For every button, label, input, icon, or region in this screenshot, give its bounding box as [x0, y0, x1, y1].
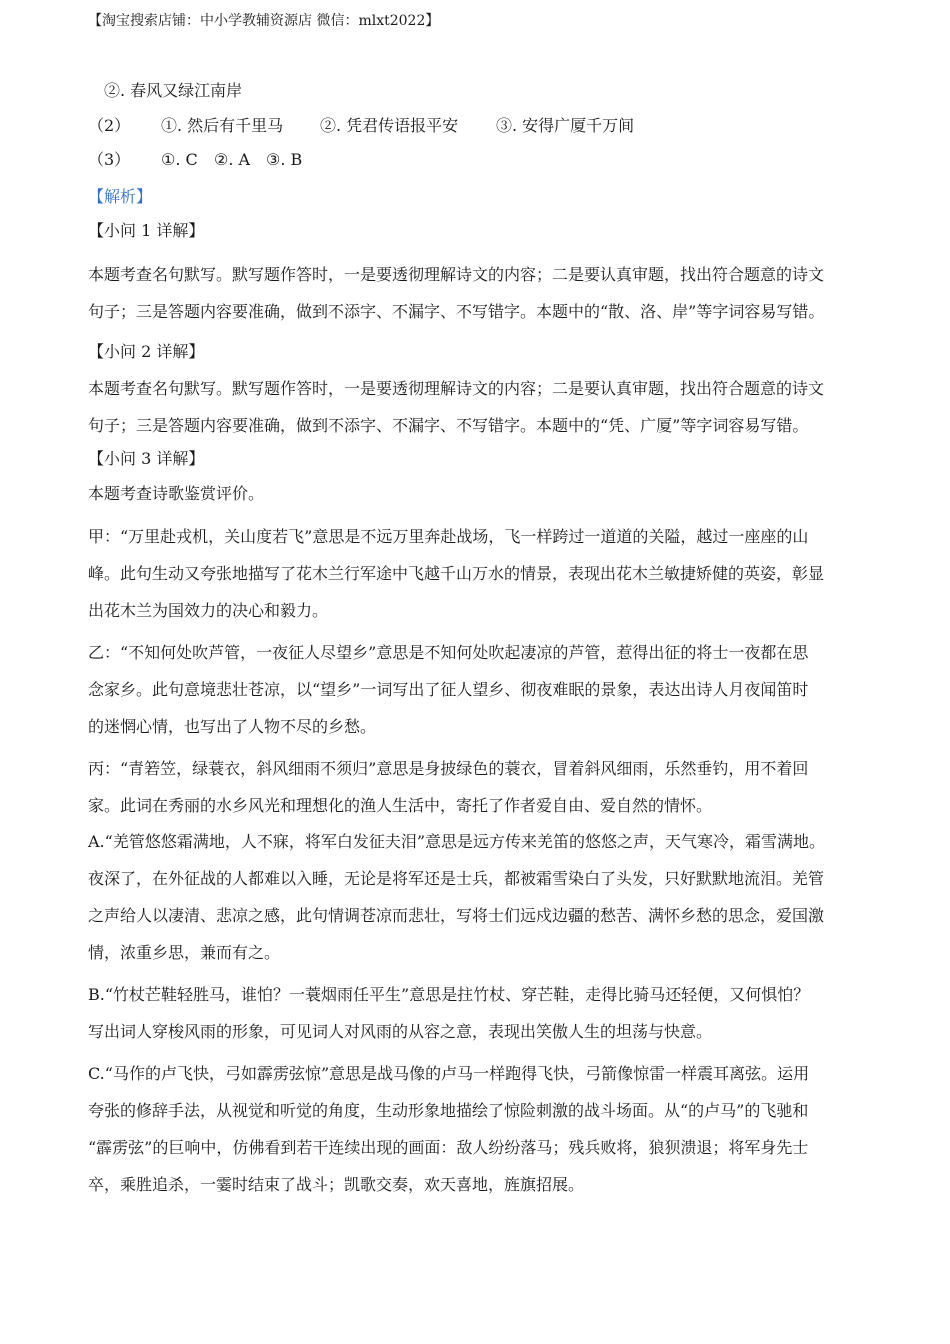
answer-3-item-2: ②. A: [214, 150, 251, 169]
option-a-line-1: A.“羌管悠悠霜满地，人不寐，将军白发征夫泪”意思是远方传来羌笛的悠悠之声，天气寒冷，霜雪满地。: [88, 832, 826, 851]
section-3-title: 【小问 3 详解】: [88, 449, 205, 468]
answer-2-item-3: ③. 安得广厦千万间: [496, 116, 635, 135]
section-2-line-2: 句子；三是答题内容要准确，做到不添字、不漏字、不写错字。本题中的“凭、广厦”等字词容易写错。: [88, 416, 809, 435]
section-1-title: 【小问 1 详解】: [88, 221, 205, 240]
paragraph-bing-line-1: 丙：“青箬笠，绿蓑衣，斜风细雨不须归”意思是身披绿色的蓑衣，冒着斜风细雨，乐然垂钓，用不着回: [88, 759, 809, 778]
section-2-body: [88, 370, 873, 444]
paragraph-yi-line-1: 乙：“不知何处吹芦管，一夜征人尽望乡”意思是不知何处吹起凄凉的芦管，惹得出征的将士一夜都在思: [88, 643, 809, 662]
section-1-line-2: 句子；三是答题内容要准确，做到不添字、不漏字、不写错字。本题中的“散、洛、岸”等字词容易写错。: [88, 302, 825, 321]
paragraph-yi: [88, 634, 873, 745]
option-b-line-2: 写出词人穿梭风雨的形象，可见词人对风雨的从容之意，表现出笑傲人生的坦荡与快意。: [88, 1022, 713, 1041]
option-a-line-2: 夜深了，在外征战的人都难以入睡，无论是将军还是士兵，都被霜雪染白了头发，只好默默地流泪。羌管: [88, 869, 825, 888]
answer-1-line-2: ②. 春风又绿江南岸: [104, 81, 243, 100]
paragraph-option-a: [88, 823, 873, 971]
option-c-line-2: 夸张的修辞手法，从视觉和听觉的角度，生动形象地描绘了惊险刺激的战斗场面。从“的卢马”的飞驰和: [88, 1101, 809, 1120]
option-c-line-3: “霹雳弦”的巨响中，仿佛看到若干连续出现的画面：敌人纷纷落马；残兵败将，狼狈溃退；将军身先士: [88, 1138, 809, 1157]
paragraph-jia-line-2: 峰。此句生动又夸张地描写了花木兰行军途中飞越千山万水的情景，表现出花木兰敏捷矫健的英姿，彰显: [88, 564, 825, 583]
answer-3-item-1: ①. C: [161, 150, 198, 169]
analysis-label: 【解析】: [88, 187, 153, 206]
answer-3-item-3: ③. B: [266, 150, 303, 169]
option-c-line-4: 卒，乘胜追杀，一霎时结束了战斗；凯歌交奏，欢天喜地，旌旗招展。: [88, 1175, 585, 1194]
section-2-line-1: 本题考查名句默写。默写题作答时，一是要透彻理解诗文的内容；二是要认真审题，找出符合题意的诗文: [88, 379, 825, 398]
option-a-line-4: 情，浓重乡思，兼而有之。: [88, 943, 281, 962]
section-1-line-1: 本题考查名句默写。默写题作答时，一是要透彻理解诗文的内容；二是要认真审题，找出符合题意的诗文: [88, 265, 825, 284]
answer-2-item-2: ②. 凭君传语报平安: [320, 116, 459, 135]
paragraph-yi-line-2: 念家乡。此句意境悲壮苍凉，以“望乡”一词写出了征人望乡、彻夜难眠的景象，表达出诗人月夜闻笛时: [88, 680, 809, 699]
paragraph-bing: [88, 750, 873, 824]
paragraph-bing-line-2: 家。此词在秀丽的水乡风光和理想化的渔人生活中，寄托了作者爱自由、爱自然的情怀。: [88, 796, 713, 815]
paragraph-option-c: [88, 1055, 873, 1203]
option-c-line-1: C.“马作的卢飞快，弓如霹雳弦惊”意思是战马像的卢马一样跑得飞快，弓箭像惊雷一样震耳离弦。运用: [88, 1064, 810, 1083]
section-3-line-1: 本题考查诗歌鉴赏评价。: [88, 484, 265, 503]
paragraph-jia: [88, 518, 873, 629]
paragraph-yi-line-3: 的迷惘心情，也写出了人物不尽的乡愁。: [88, 717, 377, 736]
option-a-line-3: 之声给人以凄清、悲凉之感，此句情调苍凉而悲壮，写将士们远戍边疆的愁苦、满怀乡愁的思念，爱国激: [88, 906, 825, 925]
section-1-body: [88, 256, 873, 330]
option-b-line-1: B.“竹杖芒鞋轻胜马，谁怕？一蓑烟雨任平生”意思是拄竹杖、穿芒鞋，走得比骑马还轻便，又何惧怕？: [88, 985, 810, 1004]
paragraph-option-b: [88, 976, 873, 1050]
answer-3-number: （3）: [88, 150, 131, 169]
answer-2-number: （2）: [88, 116, 131, 135]
answer-2-item-1: ①. 然后有千里马: [161, 116, 284, 135]
paragraph-jia-line-1: 甲：“万里赴戎机，关山度若飞”意思是不远万里奔赴战场，飞一样跨过一道道的关隘，越过一座座的山: [88, 527, 809, 546]
section-2-title: 【小问 2 详解】: [88, 342, 205, 361]
page-header-ad: 【淘宝搜索店铺：中小学教辅资源店 微信：mlxt2022】: [88, 13, 440, 29]
paragraph-jia-line-3: 出花木兰为国效力的决心和毅力。: [88, 601, 329, 620]
